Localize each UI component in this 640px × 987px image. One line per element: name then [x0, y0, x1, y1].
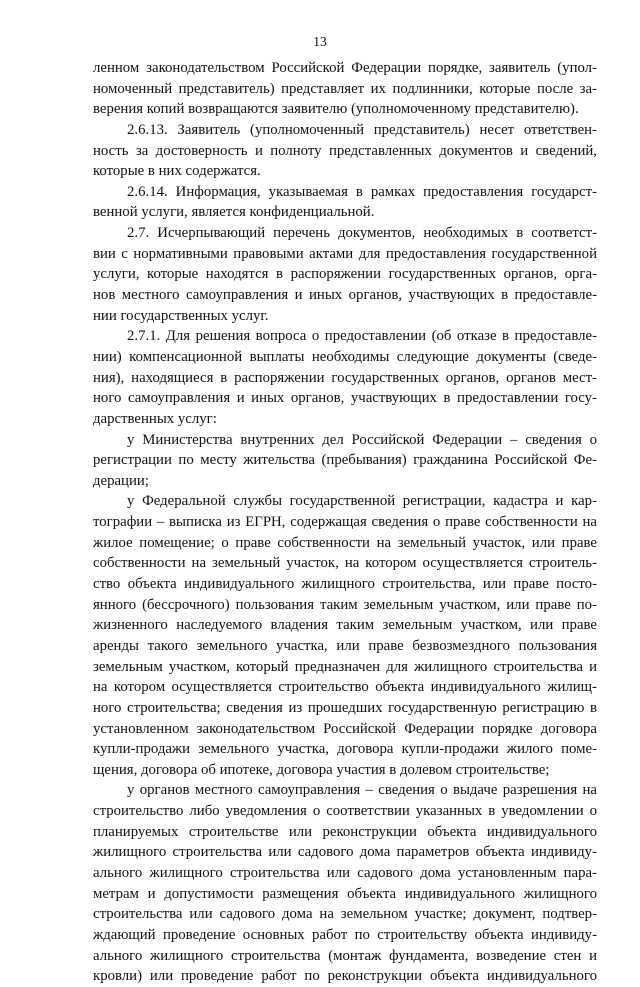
- text-line: у Министерства внутренних дел Российской Федерации – сведения о: [127, 431, 597, 448]
- text-line: жилое помещение; о праве собственности на земельный участок, или праве: [93, 534, 597, 551]
- text-line: венной услуги, является конфиденциальной.: [93, 204, 375, 221]
- text-line: услуги, которые находятся в распоряжении государственных органов, орга-: [93, 266, 597, 283]
- text-line: нии государственных услуг.: [93, 307, 269, 324]
- text-line: 2.7.1. Для решения вопроса о предоставлении (об отказе в предоставле-: [127, 328, 597, 345]
- text-line: 2.6.14. Информация, указываемая в рамках предоставления государст-: [127, 183, 597, 200]
- text-line: номоченный представитель) представляет их подлинники, которые после за-: [93, 80, 597, 97]
- text-line: нии) компенсационной выплаты необходимы следующие документы (сведе-: [93, 348, 597, 365]
- text-line: ство объекта индивидуального жилищного строительства, или праве посто-: [93, 576, 597, 593]
- text-line: щения, договора об ипотеке, договора участия в долевом строительстве;: [93, 761, 550, 778]
- text-line: строительство либо уведомления о соответствии указанных в уведомлении о: [93, 803, 597, 820]
- text-line: у органов местного самоуправления – сведения о выдаче разрешения на: [127, 782, 597, 799]
- text-line: купли-продажи земельного участка, договора купли-продажи жилого поме-: [93, 741, 597, 758]
- text-line: жилищного строительства или садового дома параметров объекта индивиду-: [93, 844, 597, 861]
- document-body: [93, 58, 597, 987]
- text-line: аренды такого земельного участка, или праве безвозмездного пользования: [93, 637, 597, 654]
- text-line: которые в них содержатся.: [93, 163, 261, 180]
- text-line: 2.7. Исчерпывающий перечень документов, необходимых в соответст-: [127, 225, 597, 242]
- text-line: вии с нормативными правовыми актами для предоставления государственной: [93, 245, 597, 262]
- text-line: строительства или садового дома на земельном участке; документ, подтвер-: [93, 906, 597, 923]
- text-line: кровли) или проведение работ по реконструкции объекта индивидуального: [93, 968, 597, 985]
- text-line: тографии – выписка из ЕГРН, содержащая сведения о праве собственности на: [93, 514, 597, 531]
- text-line: земельным участком, который предназначен для жилищного строительства и: [93, 658, 597, 675]
- text-line: ния), находящиеся в распоряжении государственных органов, органов мест-: [93, 369, 597, 386]
- text-line: ального жилищного строительства (монтаж фундамента, возведение стен и: [93, 947, 597, 964]
- text-line: дерации;: [93, 472, 149, 489]
- text-line: ального жилищного строительства или садового дома установленным пара-: [93, 864, 597, 881]
- text-line: 2.6.13. Заявитель (уполномоченный представитель) несет ответствен-: [127, 121, 597, 138]
- text-line: собственности на земельный участок, на котором осуществляется строитель-: [93, 555, 597, 572]
- text-line: у Федеральной службы государственной регистрации, кадастра и кар-: [127, 493, 597, 510]
- text-line: верения копий возвращаются заявителю (уполномоченному представителю).: [93, 101, 579, 118]
- text-line: янного (бессрочного) пользования таким земельным участком, или праве по-: [93, 596, 597, 613]
- text-line: планируемых строительстве или реконструкции объекта индивидуального: [93, 823, 597, 840]
- page-number: 13: [313, 34, 327, 49]
- text-line: ность за достоверность и полноту представленных документов и сведений,: [93, 142, 597, 159]
- text-line: дарственных услуг:: [93, 410, 217, 427]
- text-line: на котором осуществляется строительство объекта индивидуального жилищ-: [93, 679, 597, 696]
- text-line: ного строительства; сведения из прошедших государственную регистрацию в: [93, 699, 597, 716]
- text-line: ждающий проведение основных работ по строительству объекта индивиду-: [93, 926, 597, 943]
- text-line: метрам и допустимости размещения объекта индивидуального жилищного: [93, 885, 597, 902]
- text-line: нов местного самоуправления и иных органов, участвующих в предоставле-: [93, 287, 597, 304]
- text-line: ленном законодательством Российской Федерации порядке, заявитель (упол-: [93, 60, 597, 76]
- text-line: ного самоуправления и иных органов, участвующих в предоставлении госу-: [93, 390, 597, 407]
- text-line: установленном законодательством Российской Федерации порядке договора: [93, 720, 597, 737]
- text-line: жизненного наследуемого владения таким земельным участком, или праве: [93, 617, 597, 634]
- text-line: регистрации по месту жительства (пребывания) гражданина Российской Фе-: [93, 452, 597, 469]
